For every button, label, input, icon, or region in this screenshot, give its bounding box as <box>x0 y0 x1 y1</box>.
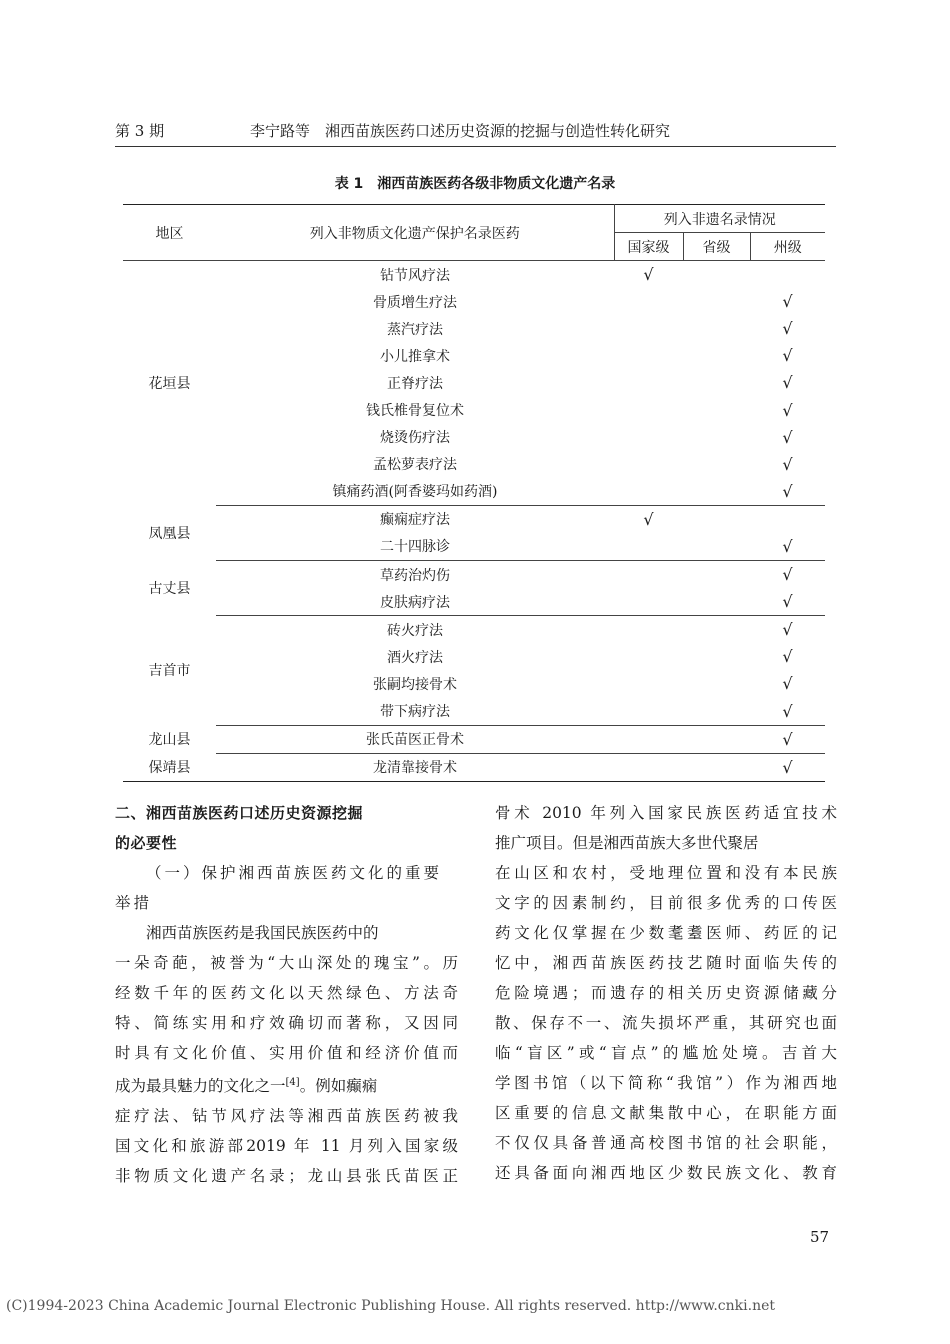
running-header <box>115 118 836 147</box>
national-level-cell <box>614 588 683 616</box>
body-line: 临“盲区”或“盲点”的尴尬处境。吉首大 <box>495 1044 837 1062</box>
section-heading-line: 的必要性 <box>115 834 178 852</box>
page-number: 57 <box>810 1228 830 1246</box>
prefecture-level-cell: √ <box>782 454 793 474</box>
provincial-level-cell <box>683 533 750 561</box>
provincial-level-cell <box>683 670 750 697</box>
table-row <box>123 451 825 478</box>
table-row <box>123 315 825 342</box>
national-level-cell <box>614 288 683 315</box>
prefecture-level-cell: √ <box>782 346 793 366</box>
citation-ref: [4] <box>285 1077 300 1088</box>
prefecture-level-cell: √ <box>750 753 825 781</box>
table-row <box>123 533 825 561</box>
right-column <box>495 798 837 1188</box>
national-level-cell <box>614 451 683 478</box>
provincial-level-cell <box>683 369 750 396</box>
prefecture-level-cell: √ <box>782 674 793 694</box>
prefecture-level-cell: √ <box>782 592 793 612</box>
header-status: 列入非遗名录情况 <box>614 205 825 233</box>
body-line: 国文化和旅游部2019 年 11 月列入国家级 <box>115 1137 458 1156</box>
national-level-cell <box>614 396 683 423</box>
national-level-cell <box>614 315 683 342</box>
heritage-item-name: 烧烫伤疗法 <box>380 430 450 447</box>
heritage-item-name: 砖火疗法 <box>216 616 614 644</box>
provincial-level-cell <box>683 315 750 342</box>
prefecture-level-cell: √ <box>782 427 793 447</box>
body-line: 时具有文化价值、实用价值和经济价值而 <box>115 1044 458 1062</box>
national-level-cell <box>614 643 683 670</box>
region-cell: 古丈县 <box>148 581 191 598</box>
national-level-cell <box>614 616 683 644</box>
heritage-item-name: 带下病疗法 <box>380 704 450 721</box>
table-row <box>123 753 825 781</box>
prefecture-level-cell: √ <box>782 647 793 667</box>
copyright-notice: (C)1994-2023 China Academic Journal Electronic Publishing House. All rights reserved. http://www.cnki.net <box>6 1298 776 1314</box>
body-line: 区重要的信息文献集散中心，在职能方面 <box>495 1104 837 1122</box>
heritage-item-name: 草药治灼伤 <box>216 561 614 589</box>
body-line: 危险境遇；而遗存的相关历史资源储藏分 <box>495 984 837 1002</box>
header-prefecture: 州级 <box>750 233 825 261</box>
issue-number: 第 3 期 <box>115 122 165 140</box>
national-level-cell <box>614 369 683 396</box>
prefecture-level-cell: √ <box>750 616 825 644</box>
body-line: 骨术 2010 年列入国家民族医药适宜技术 <box>495 804 837 822</box>
prefecture-level-cell: √ <box>750 725 825 753</box>
prefecture-level-cell <box>750 505 825 533</box>
region-cell: 吉首市 <box>148 663 191 680</box>
provincial-level-cell <box>683 698 750 726</box>
prefecture-level-cell: √ <box>782 701 793 721</box>
table-caption: 表 1 湘西苗族医药各级非物质文化遗产名录 <box>334 176 616 192</box>
body-line: 散、保存不一、流失损坏严重，其研究也面 <box>495 1014 837 1032</box>
prefecture-level-cell <box>750 261 825 289</box>
body-line: 不仅仅具备普通高校图书馆的社会职能， <box>495 1134 837 1152</box>
body-line: 特、简练实用和疗效确切而著称，又因同 <box>115 1014 458 1032</box>
body-line: 药文化仅掌握在少数耄耋医师、药匠的记 <box>495 924 837 942</box>
table-row <box>123 396 825 423</box>
table-row <box>123 643 825 670</box>
body-line: 学图书馆（以下简称“我馆”）作为湘西地 <box>495 1074 837 1092</box>
prefecture-level-cell: √ <box>782 536 793 556</box>
national-level-cell <box>614 533 683 561</box>
body-line: 还具备面向湘西地区少数民族文化、教育 <box>495 1164 837 1182</box>
heritage-item-name: 镇痛药酒(阿香婆玛如药酒) <box>332 484 498 501</box>
heritage-item-name: 小儿推拿术 <box>380 348 450 365</box>
body-line: 忆中，湘西苗族医药技艺随时面临失传的 <box>495 954 837 972</box>
subsection-heading-line: 举措 <box>115 894 153 912</box>
table-row <box>123 670 825 697</box>
table-row <box>123 505 825 533</box>
table-row <box>123 561 825 589</box>
body-line <box>115 1068 458 1101</box>
national-level-cell <box>614 342 683 369</box>
national-level-cell <box>614 561 683 589</box>
national-level-cell <box>614 725 683 753</box>
provincial-level-cell <box>683 478 750 506</box>
heritage-item-name: 钻节风疗法 <box>380 267 450 284</box>
table-row <box>123 424 825 451</box>
body-line: 文字的因素制约，目前很多优秀的口传医 <box>495 894 837 912</box>
body-line: 一朵奇葩，被誉为“大山深处的瑰宝”。历 <box>115 954 458 972</box>
header-item: 列入非物质文化遗产保护名录医药 <box>216 205 614 261</box>
national-level-cell <box>614 424 683 451</box>
table-row <box>123 588 825 616</box>
heritage-item-name: 皮肤病疗法 <box>380 594 450 611</box>
article-running-title: 李宁路等 湘西苗族医药口述历史资源的挖掘与创造性转化研究 <box>250 122 671 140</box>
provincial-level-cell <box>683 505 750 533</box>
national-level-cell <box>614 670 683 697</box>
provincial-level-cell <box>683 396 750 423</box>
body-line: 症疗法、钻节风疗法等湘西苗族医药被我 <box>115 1107 458 1126</box>
heritage-table <box>123 204 825 782</box>
table-row <box>123 698 825 726</box>
provincial-level-cell <box>683 342 750 369</box>
body-line: 在山区和农村，受地理位置和没有本民族 <box>495 864 837 882</box>
subsection-heading-line: （一）保护湘西苗族医药文化的重要 <box>146 864 443 882</box>
provincial-level-cell <box>683 561 750 589</box>
table-row <box>123 288 825 315</box>
provincial-level-cell <box>683 643 750 670</box>
heritage-item-name: 正脊疗法 <box>387 375 443 392</box>
provincial-level-cell <box>683 616 750 644</box>
prefecture-level-cell: √ <box>750 561 825 589</box>
heritage-item-name: 二十四脉诊 <box>380 539 450 556</box>
provincial-level-cell <box>683 288 750 315</box>
header-national: 国家级 <box>614 233 683 261</box>
heritage-item-name: 孟松萝表疗法 <box>373 457 457 474</box>
body-line: 推广项目。但是湘西苗族大多世代聚居 <box>495 834 759 852</box>
national-level-cell <box>614 698 683 726</box>
prefecture-level-cell: √ <box>782 481 793 501</box>
provincial-level-cell <box>683 725 750 753</box>
table-row <box>123 342 825 369</box>
table-row <box>123 616 825 644</box>
heritage-item-name: 张氏苗医正骨术 <box>216 725 614 753</box>
provincial-level-cell <box>683 753 750 781</box>
header-provincial: 省级 <box>683 233 750 261</box>
heritage-item-name: 张嗣均接骨术 <box>373 676 457 693</box>
body-line: 非物质文化遗产名录；龙山县张氏苗医正 <box>115 1167 458 1186</box>
heritage-item-name: 酒火疗法 <box>387 649 443 666</box>
table-row <box>123 261 825 289</box>
national-level-cell: √ <box>614 505 683 533</box>
left-column <box>115 798 458 1191</box>
provincial-level-cell <box>683 261 750 289</box>
prefecture-level-cell: √ <box>782 373 793 393</box>
region-cell: 保靖县 <box>123 753 216 781</box>
table-row <box>123 369 825 396</box>
region-cell: 龙山县 <box>148 732 191 749</box>
provincial-level-cell <box>683 424 750 451</box>
provincial-level-cell <box>683 451 750 478</box>
heritage-item-name: 龙清靠接骨术 <box>216 753 614 781</box>
national-level-cell <box>614 753 683 781</box>
body-text: 成为最具魅力的文化之一 <box>115 1077 286 1096</box>
prefecture-level-cell: √ <box>782 400 793 420</box>
heritage-item-name: 癫痫症疗法 <box>216 505 614 533</box>
heritage-item-name: 骨质增生疗法 <box>373 294 457 311</box>
body-line: 经数千年的医药文化以天然绿色、方法奇 <box>115 984 458 1002</box>
national-level-cell: √ <box>643 265 654 285</box>
national-level-cell <box>614 478 683 506</box>
heritage-item-name: 钱氏椎骨复位术 <box>366 403 464 420</box>
region-cell: 凤凰县 <box>148 525 191 542</box>
provincial-level-cell <box>683 588 750 616</box>
table-row <box>123 725 825 753</box>
prefecture-level-cell: √ <box>782 292 793 312</box>
section-heading-line: 二、湘西苗族医药口述历史资源挖掘 <box>115 804 364 822</box>
body-text: 。例如癫痫 <box>299 1077 378 1096</box>
heritage-item-name: 蒸汽疗法 <box>387 321 443 338</box>
region-cell: 花垣县 <box>148 376 191 393</box>
prefecture-level-cell: √ <box>782 319 793 339</box>
body-line: 湘西苗族医药是我国民族医药中的 <box>146 924 379 942</box>
header-region: 地区 <box>123 205 216 261</box>
table-row <box>123 478 825 506</box>
